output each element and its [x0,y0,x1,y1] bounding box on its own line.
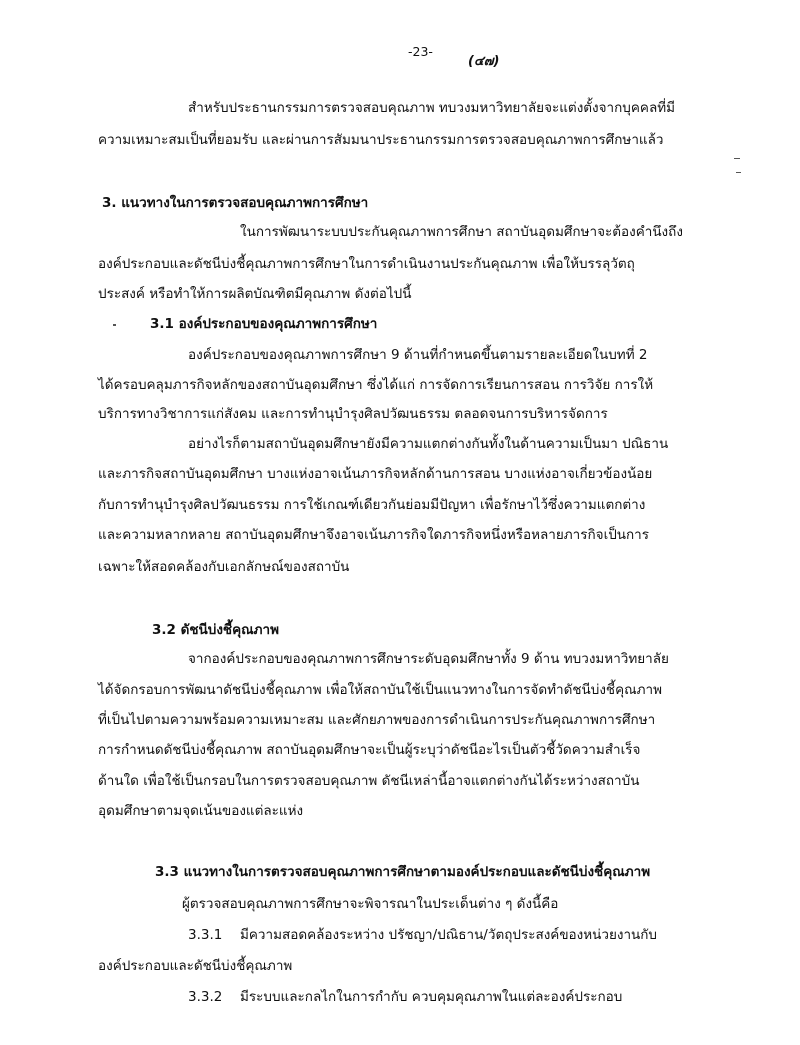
section-3-1-para1-line-3: บริการทางวิชาการแก่สังคม และการทำนุบำรุงศิลปวัฒนธรรม ตลอดจนการบริหารจัดการ [98,406,608,422]
section-3-1-para2-line-5: เฉพาะให้สอดคล้องกับเอกลักษณ์ของสถาบัน [98,559,350,575]
item-3-3-2-line-1: มีระบบและกลไกในการกำกับ ควบคุมคุณภาพในแต่ละองค์ประกอบ [240,989,623,1005]
section-3-2-para-line-1: จากองค์ประกอบของคุณภาพการศึกษาระดับอุดมศึกษาทั้ง 9 ด้าน ทบวงมหาวิทยาลัย [188,651,669,667]
item-3-3-1-line-2: องค์ประกอบและดัชนีบ่งชี้คุณภาพ [98,958,293,974]
section-3-heading: 3. แนวทางในการตรวจสอบคุณภาพการศึกษา [102,195,369,211]
section-3-3-heading: 3.3 แนวทางในการตรวจสอบคุณภาพการศึกษาตามองค์ประกอบและดัชนีบ่งชี้คุณภาพ [155,864,651,880]
scan-artifact [736,172,741,173]
item-3-3-1-line-1: มีความสอดคล้องระหว่าง ปรัชญา/ปณิธาน/วัตถุประสงค์ของหน่วยงานกับ [240,927,658,943]
section-3-1-para1-line-2: ได้ครอบคลุมภารกิจหลักของสถาบันอุดมศึกษา ซึ่งได้แก่ การจัดการเรียนการสอน การวิจัย การให้ [98,377,654,393]
stray-mark [113,324,116,326]
section-3-2-heading: 3.2 ดัชนีบ่งชี้คุณภาพ [152,622,280,638]
section-3-para-line-1: ในการพัฒนาระบบประกันคุณภาพการศึกษา สถาบันอุดมศึกษาจะต้องคำนึงถึง [240,224,683,240]
section-3-1-heading: 3.1 องค์ประกอบของคุณภาพการศึกษา [150,316,378,332]
page-number: -23- [408,44,433,59]
section-3-3-intro: ผู้ตรวจสอบคุณภาพการศึกษาจะพิจารณาในประเด็นต่าง ๆ ดังนี้คือ [182,896,559,912]
section-3-2-para-line-3: ที่เป็นไปตามความพร้อมความเหมาะสม และศักยภาพของการดำเนินการประกันคุณภาพการศึกษา [98,712,656,728]
section-3-1-para2-line-3: กับการทำนุบำรุงศิลปวัฒนธรรม การใช้เกณฑ์เดียวกันย่อมมีปัญหา เพื่อรักษาไว้ซึ่งความแตกต่าง [98,497,646,513]
section-3-1-para2-line-4: และความหลากหลาย สถาบันอุดมศึกษาจึงอาจเน้นภารกิจใดภารกิจหนึ่งหรือหลายภารกิจเป็นการ [98,527,650,543]
section-3-2-para-line-5: ด้านใด เพื่อใช้เป็นกรอบในการตรวจสอบคุณภาพ ดัชนีเหล่านี้อาจแตกต่างกันได้ระหว่างสถาบัน [98,773,640,789]
intro-line-1: สำหรับประธานกรรมการตรวจสอบคุณภาพ ทบวงมหาวิทยาลัยจะแต่งตั้งจากบุคคลที่มี [188,100,676,116]
section-3-2-para-line-4: การกำหนดดัชนีบ่งชี้คุณภาพ สถาบันอุดมศึกษาจะเป็นผู้ระบุว่าดัชนีอะไรเป็นตัวชี้วัดความสำเร็จ [98,742,641,758]
item-3-3-1-number: 3.3.1 [188,927,223,943]
section-3-para-line-3: ประสงค์ หรือทำให้การผลิตบัณฑิตมีคุณภาพ ดังต่อไปนี้ [98,286,412,302]
thai-page-number: (๔๗) [468,54,500,69]
item-3-3-2-number: 3.3.2 [188,989,223,1005]
section-3-1-para1-line-1: องค์ประกอบของคุณภาพการศึกษา 9 ด้านที่กำหนดขึ้นตามรายละเอียดในบทที่ 2 [188,347,648,363]
section-3-para-line-2: องค์ประกอบและดัชนีบ่งชี้คุณภาพการศึกษาในการดำเนินงานประกันคุณภาพ เพื่อให้บรรลุวัตถุ [98,256,635,272]
section-3-1-para2-line-1: อย่างไรก็ตามสถาบันอุดมศึกษายังมีความแตกต่างกันทั้งในด้านความเป็นมา ปณิธาน [188,436,669,452]
section-3-2-para-line-6: อุดมศึกษาตามจุดเน้นของแต่ละแห่ง [98,803,304,819]
section-3-2-para-line-2: ได้จัดกรอบการพัฒนาดัชนีบ่งชี้คุณภาพ เพื่อให้สถาบันใช้เป็นแนวทางในการจัดทำดัชนีบ่งชี้คุณภาพ [98,682,663,698]
intro-line-2: ความเหมาะสมเป็นที่ยอมรับ และผ่านการสัมมนาประธานกรรมการตรวจสอบคุณภาพการศึกษาแล้ว [98,132,664,148]
scan-artifact [734,158,740,159]
section-3-1-para2-line-2: และภารกิจสถาบันอุดมศึกษา บางแห่งอาจเน้นภารกิจหลักด้านการสอน บางแห่งอาจเกี่ยวข้องน้อย [98,466,653,482]
